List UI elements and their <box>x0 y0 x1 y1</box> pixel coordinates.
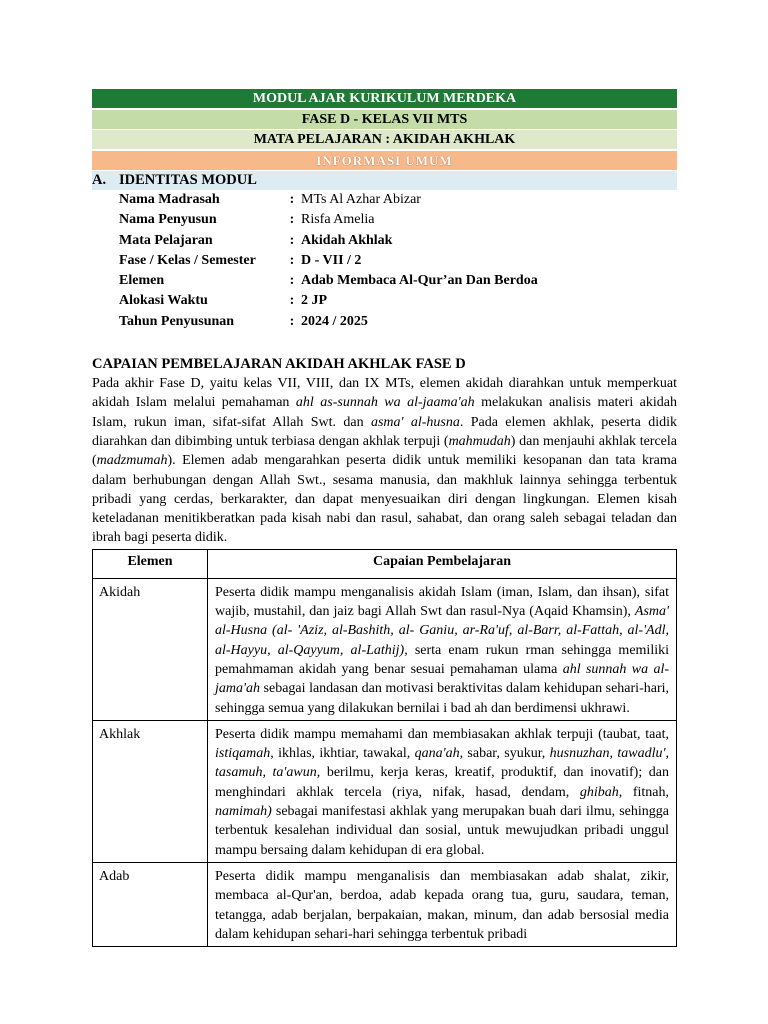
identity-value: Akidah Akhlak <box>301 232 393 248</box>
identity-label: Fase / Kelas / Semester <box>119 252 256 268</box>
italic-text: asma' al-husna <box>370 414 460 430</box>
phase-class-banner: FASE D - KELAS VII MTS <box>92 110 677 129</box>
general-info-banner: INFORMASI UMUM <box>92 151 677 170</box>
module-title-banner: MODUL AJAR KURIKULUM MERDEKA <box>92 89 677 108</box>
element-cell: Adab <box>93 862 208 946</box>
italic-text: qana'ah <box>414 746 460 762</box>
table-row <box>93 862 677 946</box>
italic-text: ghibah <box>579 784 619 800</box>
italic-text: husnuzhan, tawadlu', tasamuh, ta'awun <box>215 746 669 781</box>
text-run: , sabar, syukur, <box>459 746 550 762</box>
identity-colon: : <box>289 192 295 207</box>
module-identity-list <box>92 190 677 332</box>
capaian-paragraph <box>92 374 677 548</box>
capaian-heading: CAPAIAN PEMBELAJARAN AKIDAH AKHLAK FASE D <box>92 356 466 373</box>
element-cell: Akidah <box>93 578 208 720</box>
identity-row <box>92 291 677 311</box>
italic-text: ahl as-sunnah wa al-jaama'ah <box>295 395 475 411</box>
identity-colon: : <box>289 293 295 309</box>
identity-colon: : <box>289 273 295 289</box>
table-row <box>93 578 677 720</box>
identity-row <box>92 271 677 291</box>
identity-row <box>92 210 677 230</box>
identity-value: MTs Al Azhar Abizar <box>301 192 421 207</box>
text-run: , berilmu, kerja keras, kreatif, produktif, dan inovatif); dan menghindari akhlak tercela (riya, nifak, hasad, dendam, <box>215 765 669 800</box>
text-run: sebagai landasan dan motivasi beraktivitas dalam kehidupan sehari-hari, sehingga semua yang dilakukan bernilai i bad ah dan berdimensi ukhrawi. <box>215 681 669 716</box>
identity-value: Risfa Amelia <box>301 212 375 228</box>
header-capaian: Capaian Pembelajaran <box>208 549 677 578</box>
text-run: sebagai manifestasi akhlak yang merupakan buah dari ilmu, sehingga terbentuk kesalehan individual dan sosial, untuk mewujudkan pribadi unggul mampu bersaing dalam kehidupan di era global. <box>215 804 669 858</box>
text-run: , ikhlas, ikhtiar, tawakal, <box>270 746 415 762</box>
table-header-row <box>93 549 677 578</box>
header-elemen: Elemen <box>93 549 208 578</box>
identity-value: 2 JP <box>301 293 328 309</box>
text-run: Peserta didik mampu memahami dan membiasakan akhlak terpuji (taubat, taat, <box>215 726 669 742</box>
italic-text: ahl sunnah wa al-jama'ah <box>215 661 669 697</box>
section-title: IDENTITAS MODUL <box>119 172 257 188</box>
identity-colon: : <box>289 313 295 329</box>
identity-label: Nama Penyusun <box>119 212 217 228</box>
italic-text: istiqamah <box>215 746 271 762</box>
identity-value: 2024 / 2025 <box>301 313 368 329</box>
table-row <box>93 720 677 862</box>
identity-row <box>92 251 677 271</box>
identity-colon: : <box>289 232 295 248</box>
subject-banner: MATA PELAJARAN : AKIDAH AKHLAK <box>92 130 677 149</box>
identity-value: Adab Membaca Al-Qur’an Dan Berdoa <box>301 273 538 289</box>
identity-label: Mata Pelajaran <box>119 232 213 248</box>
text-run: melakukan analisis materi akidah Islam, rukun iman, sifat-sifat Allah Swt. dan <box>92 395 677 430</box>
element-cell: Akhlak <box>93 720 208 862</box>
italic-text: Asma' al-Husna (al- 'Aziz, al-Bashith, al- Ganiu, ar-Ra'uf, al-Barr, al-Fattah, al-'Adl, al-Hayyu, al-Qayyum, al-Lathij) <box>215 604 669 658</box>
identity-label: Tahun Penyusunan <box>119 313 235 329</box>
identity-label: Elemen <box>119 273 165 289</box>
italic-text: mahmudah <box>448 433 511 449</box>
italic-text: madzmumah <box>96 453 168 469</box>
identity-label: Alokasi Waktu <box>119 293 208 309</box>
identity-row <box>92 231 677 251</box>
capaian-cell <box>208 720 677 862</box>
document-page <box>92 89 677 947</box>
text-run: Peserta didik mampu menganalisis akidah Islam (iman, Islam, dan ihsan), sifat wajib, mustahil, dan jaiz bagi Allah Swt dan rasul-Nya (Aqaid Khamsin), <box>215 584 669 620</box>
text-run: . Pada elemen akhlak, peserta didik diarahkan dan dibimbing untuk terbiasa dengan akhlak terpuji ( <box>92 414 677 449</box>
section-number: A. <box>92 172 107 188</box>
text-run: , serta enam rukun rman sehingga memiliki pemahmaman akidah yang benar sesuai pemahaman ulama <box>215 642 669 677</box>
identity-colon: : <box>289 252 295 268</box>
text-run: ). Elemen adab mengarahkan peserta didik untuk memiliki kesopanan dan tata krama dalam berhubungan dengan Allah Swt., sesama manusia, dan makhluk lainnya sehingga terbentuk pribadi yang cerdas, berkarakter, dan dapat menyesuaikan diri dengan lingkungan. Elemen kisah keteladanan menitikberatkan pada kisah nabi dan rasul, sahabat, dan orang saleh sebagai teladan dan ibrah bagi peserta didik. <box>92 453 677 546</box>
identity-row <box>92 190 677 210</box>
capaian-cell <box>208 862 677 946</box>
text-run: , fitnah, <box>618 784 670 800</box>
text-run: ) dan menjauhi akhlak tercela ( <box>92 433 677 469</box>
identity-label: Nama Madrasah <box>119 192 220 207</box>
section-a-heading <box>92 171 677 190</box>
text-run: Peserta didik mampu menganalisis dan membiasakan adab shalat, zikir, membaca al-Qur'an, berdoa, adab kepada orang tua, guru, saudara, teman, tetangga, adab berjalan, berpakaian, makan, minum, dan adab bersosial media dalam kehidupan sehari-hari sehingga terbentuk pribadi <box>215 868 669 942</box>
identity-row <box>92 312 677 332</box>
identity-colon: : <box>289 212 295 228</box>
capaian-cell <box>208 578 677 720</box>
italic-text: namimah) <box>215 804 272 820</box>
text-run: Pada akhir Fase D, yaitu kelas VII, VIII, dan IX MTs, elemen akidah diarahkan untuk memperkuat akidah Islam melalui pemahaman <box>92 376 677 411</box>
capaian-table <box>92 549 677 947</box>
identity-value: D - VII / 2 <box>301 252 362 268</box>
